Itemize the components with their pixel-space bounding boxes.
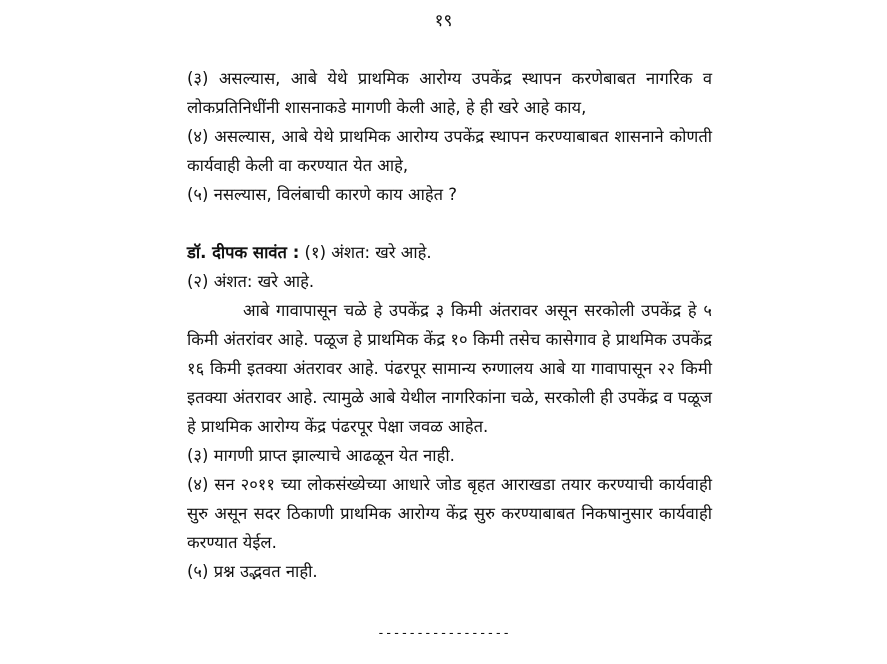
page-number: १९: [434, 11, 453, 31]
answer-1: [187, 238, 712, 267]
answer-1-text: (१) अंशत: खरे आहे.: [304, 243, 432, 262]
speaker-name: डॉ. दीपक सावंत :: [187, 243, 300, 262]
answer-2-body: आबे गावापासून चळे हे उपकेंद्र ३ किमी अंतरावर असून सरकोली उपकेंद्र हे ५ किमी अंतरांवर आहे. पळूज हे प्राथमिक केंद्र १० किमी तसेच कासेगाव हे प्राथमिक उपकेंद्र १६ किमी इतक्या अंतरावर आहे. पंढरपूर सामान्य रुग्णालय आबे या गावापासून २२ किमी इतक्या अंतरावर आहे. त्यामुळे आबे येथील नागरिकांना चळे, सरकोली ही उपकेंद्र व पळूज हे प्राथमिक आरोग्य केंद्र पंढरपूर पेक्षा जवळ आहेत.: [187, 301, 712, 436]
end-separator: -----------------: [376, 626, 511, 641]
question-4: (४) असल्यास, आबे येथे प्राथमिक आरोग्य उपकेंद्र स्थापन करण्याबाबत शासनाने कोणती कार्यवाही केली वा करण्यात येत आहे,: [187, 127, 712, 175]
document-body: [187, 64, 712, 586]
answer-4: (४) सन २०११ च्या लोकसंख्येच्या आधारे जोड बृहत आराखडा तयार करण्याची कार्यवाही सुरु असून सदर ठिकाणी प्राथमिक आरोग्य केंद्र सुरु करण्याबाबत निकषानुसार कार्यवाही करण्यात येईल.: [187, 475, 712, 552]
answer-2: (२) अंशत: खरे आहे.: [187, 272, 315, 291]
answer-3: (३) मागणी प्राप्त झाल्याचे आढळून येत नाही.: [187, 446, 455, 465]
question-3: (३) असल्यास, आबे येथे प्राथमिक आरोग्य उपकेंद्र स्थापन करणेबाबत नागरिक व लोकप्रतिनिधींनी शासनाकडे मागणी केली आहे, हे ही खरे आहे काय,: [187, 69, 712, 117]
answer-5: (५) प्रश्न उद्भवत नाही.: [187, 562, 318, 581]
paragraph-gap: [187, 209, 712, 238]
question-5: (५) नसल्यास, विलंबाची कारणे काय आहेत ?: [187, 185, 458, 204]
